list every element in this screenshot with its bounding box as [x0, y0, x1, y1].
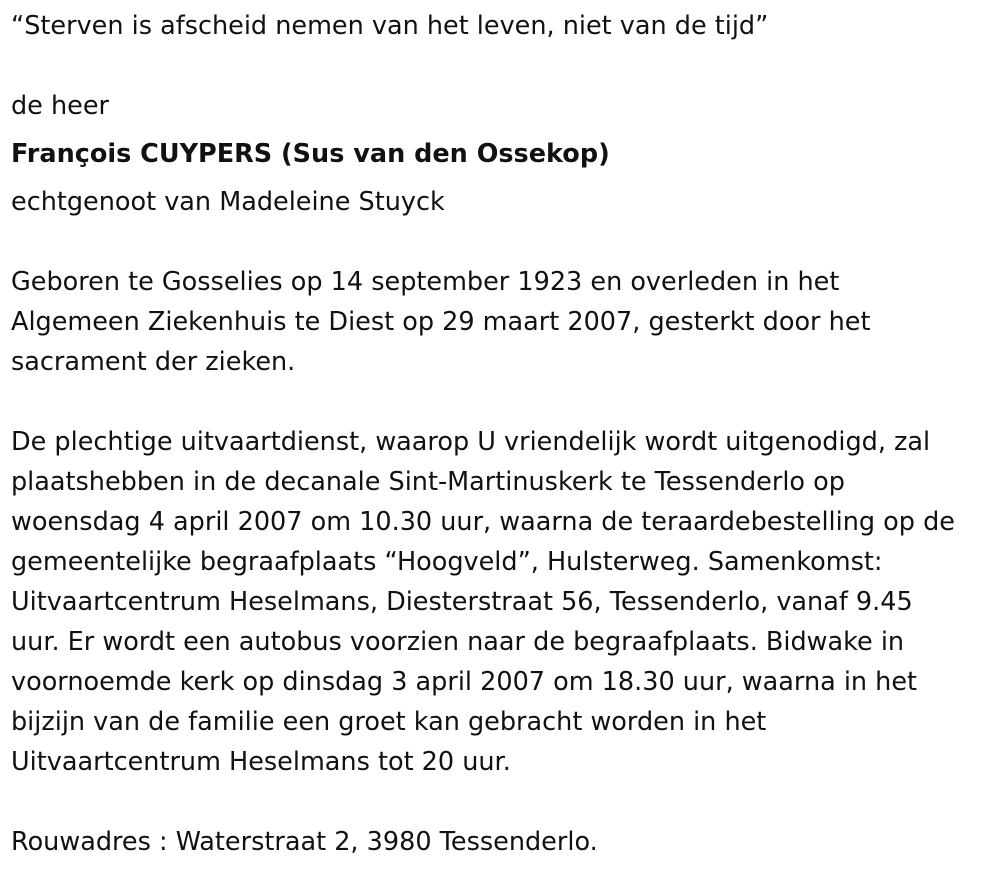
text-line: Uitvaartcentrum Heselmans, Diesterstraat 56, Tessenderlo, vanaf 9.45	[11, 587, 913, 617]
text-line: voornoemde kerk op dinsdag 3 april 2007 om 18.30 uur, waarna in het	[11, 667, 918, 697]
deceased-name: François CUYPERS (Sus van den Ossekop)	[11, 139, 610, 169]
death-notice	[11, 6, 996, 862]
spouse-line: echtgenoot van Madeleine Stuyck	[11, 187, 445, 217]
quote: “Sterven is afscheid nemen van het leven, niet van de tijd”	[11, 11, 769, 41]
text-line: De plechtige uitvaartdienst, waarop U vriendelijk wordt uitgenodigd, zal	[11, 427, 931, 457]
text-line: bijzijn van de familie een groet kan gebracht worden in het	[11, 707, 767, 737]
text-line: Geboren te Gosselies op 14 september 1923 en overleden in het	[11, 267, 840, 297]
text-line: sacrament der zieken.	[11, 347, 296, 377]
text-line: woensdag 4 april 2007 om 10.30 uur, waarna de teraardebestelling op de	[11, 507, 955, 537]
mourning-address: Rouwadres : Waterstraat 2, 3980 Tessenderlo.	[11, 827, 598, 857]
text-line: uur. Er wordt een autobus voorzien naar de begraafplaats. Bidwake in	[11, 627, 905, 657]
text-line: gemeentelijke begraafplaats “Hoogveld”, Hulsterweg. Samenkomst:	[11, 547, 883, 577]
funeral-paragraph	[11, 422, 996, 782]
text-line: plaatshebben in de decanale Sint-Martinuskerk te Tessenderlo op	[11, 467, 845, 497]
honorific: de heer	[11, 91, 110, 121]
address-paragraph	[11, 822, 996, 862]
birth-death-paragraph	[11, 262, 996, 382]
text-line: Uitvaartcentrum Heselmans tot 20 uur.	[11, 747, 511, 777]
text-line: Algemeen Ziekenhuis te Diest op 29 maart 2007, gesterkt door het	[11, 307, 871, 337]
